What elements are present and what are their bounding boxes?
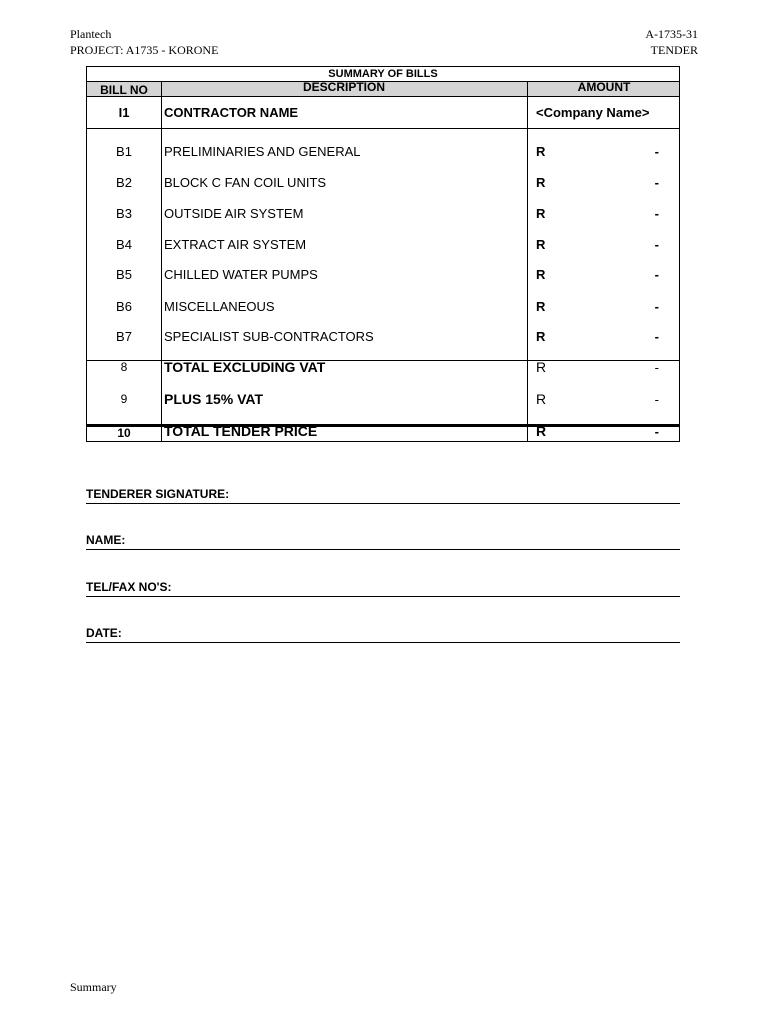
bill-description: EXTRACT AIR SYSTEM	[164, 237, 307, 252]
total-bill-no: 10	[117, 426, 131, 440]
vat-label: PLUS 15% VAT	[164, 391, 264, 407]
bill-amount: -	[654, 175, 659, 190]
bill-amount: -	[654, 299, 659, 314]
table-title: SUMMARY OF BILLS	[328, 68, 438, 80]
company-name: Plantech	[70, 27, 112, 41]
date-line[interactable]	[86, 626, 680, 643]
bill-no: B6	[116, 299, 132, 314]
currency: R	[536, 299, 546, 314]
contractor-label: CONTRACTOR NAME	[164, 105, 299, 120]
tel-fax-line[interactable]	[86, 580, 680, 597]
signature-line[interactable]	[86, 487, 680, 504]
bill-amount: -	[654, 267, 659, 282]
document-type: TENDER	[650, 43, 698, 57]
currency: R	[536, 237, 546, 252]
bill-amount: -	[654, 329, 659, 344]
bill-no: B1	[116, 144, 132, 159]
vat-amount: -	[654, 392, 659, 407]
currency: R	[536, 206, 546, 221]
bill-description: MISCELLANEOUS	[164, 299, 275, 314]
total-excl-vat-row	[87, 357, 679, 379]
sheet-name: Summary	[70, 980, 117, 994]
contractor-bill: I1	[118, 105, 130, 120]
total-amount: -	[654, 360, 659, 375]
bill-no: B4	[116, 237, 132, 252]
col-header-description: DESCRIPTION	[302, 80, 385, 94]
bill-no: B2	[116, 175, 132, 190]
total-label: TOTAL EXCLUDING VAT	[164, 359, 326, 375]
header-right	[645, 26, 698, 58]
table-row	[87, 203, 679, 225]
table-row	[87, 326, 679, 348]
total-tender-row	[87, 421, 679, 443]
currency: R	[536, 359, 547, 375]
header-left	[70, 26, 218, 58]
bill-no: B3	[116, 206, 132, 221]
bill-description: BLOCK C FAN COIL UNITS	[164, 175, 327, 190]
table-row	[87, 264, 679, 286]
bill-no: B7	[116, 329, 132, 344]
contractor-company: <Company Name>	[536, 105, 650, 120]
bill-amount: -	[654, 206, 659, 221]
bill-description: PRELIMINARIES AND GENERAL	[164, 144, 361, 159]
name-line[interactable]	[86, 533, 680, 550]
vat-row	[87, 389, 679, 411]
contractor-row	[87, 102, 679, 124]
tender-total-amount: -	[654, 424, 659, 439]
currency: R	[536, 329, 546, 344]
tender-total-label: TOTAL TENDER PRICE	[164, 423, 318, 439]
bill-amount: -	[654, 237, 659, 252]
bill-description: OUTSIDE AIR SYSTEM	[164, 206, 304, 221]
bill-description: SPECIALIST SUB-CONTRACTORS	[164, 329, 374, 344]
table-row	[87, 234, 679, 256]
total-bill-no: 8	[120, 360, 128, 374]
table-row	[87, 172, 679, 194]
summary-table	[86, 66, 680, 442]
table-row	[87, 296, 679, 318]
currency: R	[536, 144, 546, 159]
divider-contractor	[87, 128, 679, 129]
currency: R	[536, 175, 546, 190]
name-label: NAME:	[86, 533, 126, 547]
date-label: DATE:	[86, 626, 122, 640]
document-number: A-1735-31	[645, 27, 698, 41]
bill-description: CHILLED WATER PUMPS	[164, 267, 318, 282]
col-header-bill-no: BILL NO	[100, 83, 148, 97]
currency: R	[536, 267, 546, 282]
project-title: PROJECT: A1735 - KORONE	[70, 43, 219, 57]
currency: R	[536, 423, 547, 439]
bill-amount: -	[654, 144, 659, 159]
signature-label: TENDERER SIGNATURE:	[86, 487, 230, 501]
table-header-row	[87, 81, 679, 97]
tel-fax-label: TEL/FAX NO'S:	[86, 580, 172, 594]
table-row	[87, 141, 679, 163]
currency: R	[536, 391, 547, 407]
total-bill-no: 9	[120, 392, 128, 406]
bill-no: B5	[116, 267, 132, 282]
divider-desc	[527, 81, 528, 441]
col-header-amount: AMOUNT	[577, 80, 631, 94]
divider-bill	[161, 81, 162, 441]
